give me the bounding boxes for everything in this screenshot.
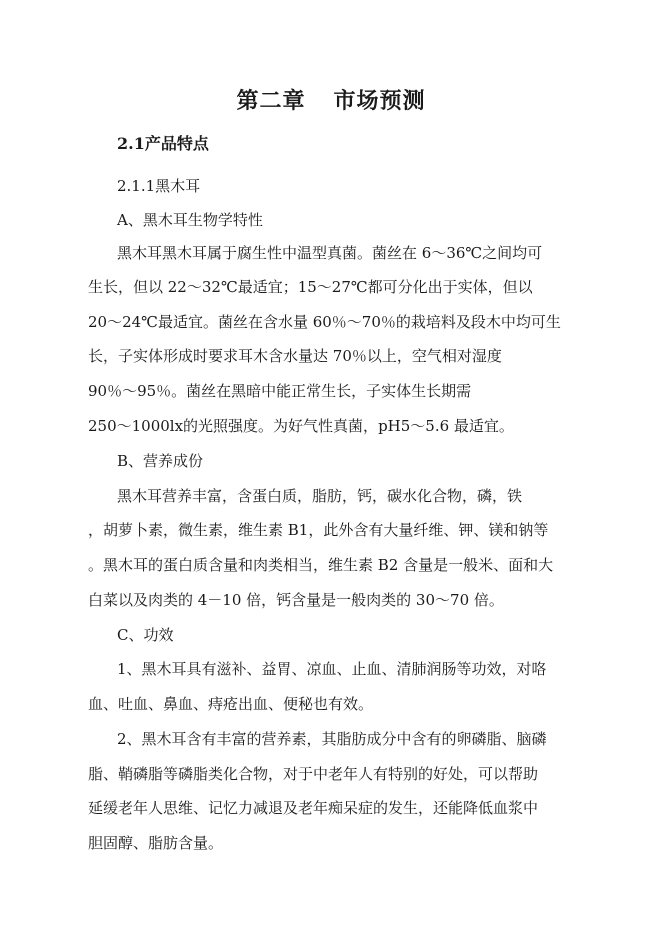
paragraph-line: 生长，但以 22～32℃最适宜；15～27℃都可分化出于实体，但以 — [88, 278, 533, 296]
part-c-heading: C、功效 — [117, 626, 174, 644]
chapter-name: 市场预测 — [333, 88, 426, 114]
paragraph-line: 胆固醇、脂肪含量。 — [88, 834, 224, 852]
paragraph-line: 。黑木耳的蛋白质含量和肉类相当，维生素 B2 含量是一般米、面和大 — [88, 556, 554, 574]
section-heading: 2.1产品特点 — [117, 134, 209, 153]
paragraph-line: 90％～95％。菌丝在黑暗中能正常生长，子实体生长期需 — [88, 382, 472, 400]
paragraph-line: 2、黑木耳含有丰富的营养素，其脂肪成分中含有的卵磷脂、脑磷 — [117, 730, 547, 748]
paragraph-line: 250～1000lx的光照强度。为好气性真菌，pH5～5.6 最适宜。 — [88, 417, 514, 435]
paragraph-line: 黑木耳营养丰富，含蛋白质，脂肪，钙，碳水化合物，磷，铁 — [117, 487, 523, 505]
paragraph-line: 白菜以及肉类的 4－10 倍，钙含量是一般肉类的 30～70 倍。 — [88, 591, 504, 609]
paragraph-line: 20～24℃最适宜。菌丝在含水量 60％～70％的栽培料及段木中均可生 — [88, 313, 561, 331]
paragraph-line: ，胡萝卜素，微生素，维生素 B1，此外含有大量纤维、钾、镁和钠等 — [88, 521, 549, 539]
chapter-number: 第二章 — [236, 88, 306, 114]
chapter-title — [0, 84, 662, 115]
part-a-heading: A、黑木耳生物学特性 — [117, 211, 263, 229]
paragraph-line: 血、吐血、鼻血、痔疮出血、便秘也有效。 — [88, 695, 374, 713]
part-b-heading: B、营养成份 — [117, 452, 204, 470]
paragraph-line: 延缓老年人思维、记忆力减退及老年痴呆症的发生，还能降低血浆中 — [88, 799, 539, 817]
subsection-heading: 2.1.1黑木耳 — [117, 177, 201, 195]
paragraph-line: 长，子实体形成时要求耳木含水量达 70％以上，空气相对湿度 — [88, 347, 502, 365]
paragraph-line: 1、黑木耳具有滋补、益胃、凉血、止血、清肺润肠等功效，对咯 — [117, 660, 547, 678]
paragraph-line: 黑木耳黑木耳属于腐生性中温型真菌。菌丝在 6～36℃之间均可 — [117, 244, 543, 262]
paragraph-line: 脂、鞘磷脂等磷脂类化合物，对于中老年人有特别的好处，可以帮助 — [88, 765, 539, 783]
